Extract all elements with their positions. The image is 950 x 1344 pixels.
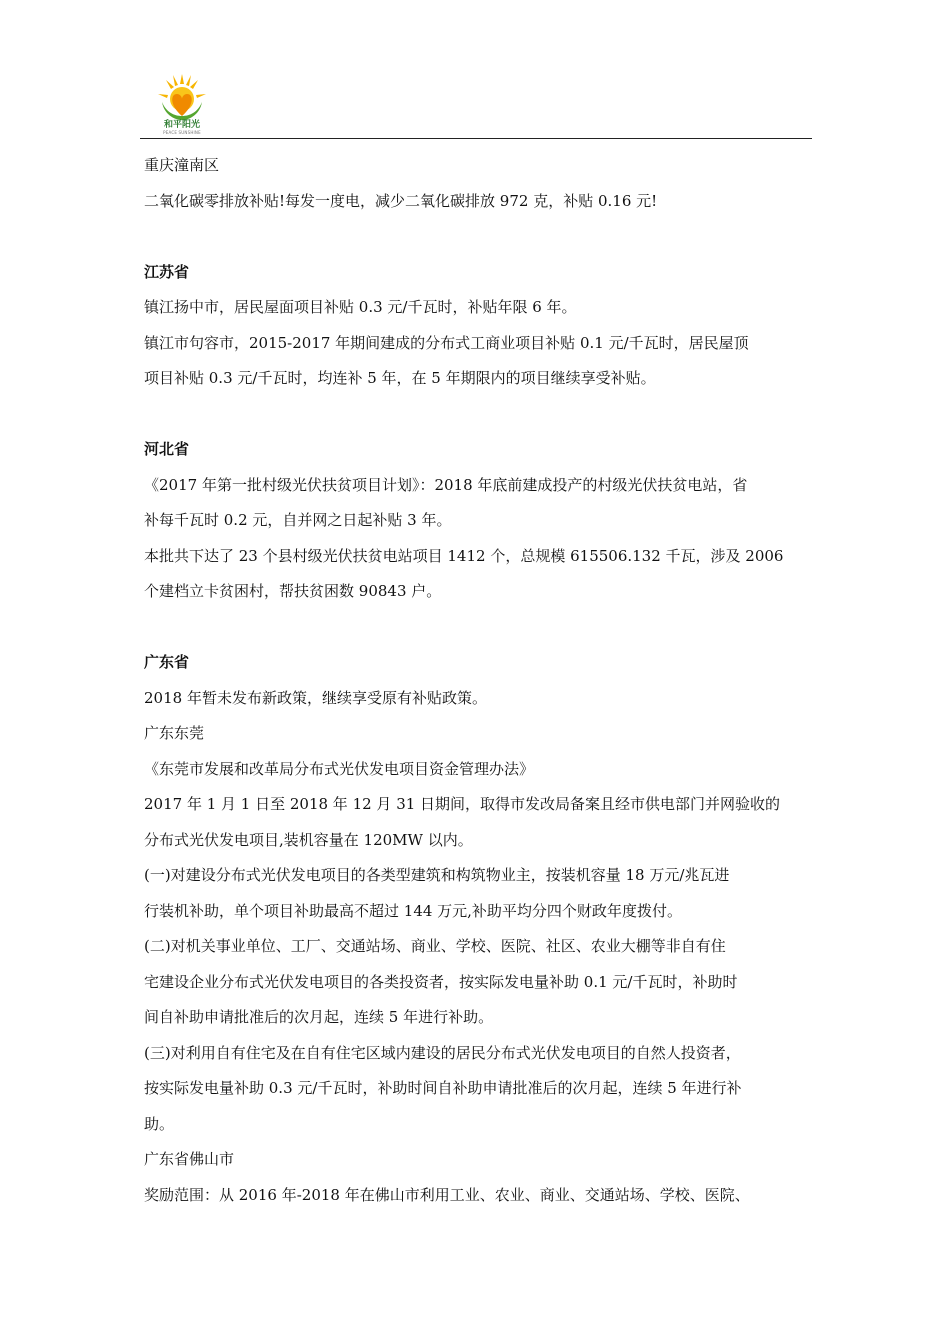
paragraph: (一)对建设分布式光伏发电项目的各类型建筑和构筑物业主，按装机容量 18 万元/兆瓦进 — [144, 866, 730, 884]
paragraph: 助。 — [144, 1114, 175, 1133]
logo-text-en: PEACE SUNSHINE — [163, 130, 201, 135]
paragraph: 宅建设企业分布式光伏发电项目的各类投资者，按实际发电量补助 0.1 元/千瓦时，补助时 — [144, 972, 738, 991]
logo-text-cn: 和平阳光 — [163, 120, 200, 130]
page-header — [140, 66, 812, 138]
paragraph: 按实际发电量补助 0.3 元/千瓦时，补助时间自补助申请批准后的次月起，连续 5 年进行补 — [144, 1079, 742, 1097]
paragraph: (二)对机关事业单位、工厂、交通站场、商业、学校、医院、社区、农业大棚等非自有住 — [144, 937, 726, 955]
paragraph: 间自补助申请批准后的次月起，连续 5 年进行补助。 — [144, 1008, 494, 1026]
paragraph: 镇江扬中市，居民屋面项目补贴 0.3 元/千瓦时，补贴年限 6 年。 — [144, 298, 577, 316]
document-body — [144, 148, 812, 1213]
paragraph: 分布式光伏发电项目,装机容量在 120MW 以内。 — [144, 830, 473, 849]
paragraph: 本批共下达了 23 个县村级光伏扶贫电站项目 1412 个，总规模 615506.132 千瓦，涉及 2006 — [144, 546, 784, 565]
section-heading-hebei: 河北省 — [144, 440, 190, 458]
paragraph: 项目补贴 0.3 元/千瓦时，均连补 5 年，在 5 年期限内的项目继续享受补贴。 — [144, 369, 656, 387]
paragraph: 2017 年 1 月 1 日至 2018 年 12 月 31 日期间，取得市发改局备案且经市供电部门并网验收的 — [144, 795, 781, 813]
paragraph: 重庆潼南区 — [144, 156, 220, 174]
paragraph: 个建档立卡贫困村，帮扶贫困数 90843 户。 — [144, 582, 442, 600]
paragraph: (三)对利用自有住宅及在自有住宅区域内建设的居民分布式光伏发电项目的自然人投资者， — [144, 1043, 741, 1062]
paragraph: 《东莞市发展和改革局分布式光伏发电项目资金管理办法》 — [144, 759, 535, 778]
blank-line — [144, 219, 812, 255]
section-heading-guangdong: 广东省 — [144, 653, 190, 671]
paragraph: 二氧化碳零排放补贴!每发一度电，减少二氧化碳排放 972 克，补贴 0.16 元! — [144, 191, 658, 210]
blank-line — [144, 610, 812, 646]
company-logo — [156, 72, 208, 136]
paragraph: 广东东莞 — [144, 724, 205, 742]
header-divider — [140, 138, 812, 139]
paragraph: 《2017 年第一批村级光伏扶贫项目计划》：2018 年底前建成投产的村级光伏扶贫电站，省 — [144, 475, 748, 494]
paragraph: 行装机补助，单个项目补助最高不超过 144 万元,补助平均分四个财政年度拨付。 — [144, 901, 682, 920]
paragraph: 2018 年暂未发布新政策，继续享受原有补贴政策。 — [144, 688, 487, 707]
paragraph: 广东省佛山市 — [144, 1150, 235, 1168]
paragraph: 补每千瓦时 0.2 元，自并网之日起补贴 3 年。 — [144, 511, 452, 529]
paragraph: 奖励范围：从 2016 年-2018 年在佛山市利用工业、农业、商业、交通站场、学校、医院、 — [144, 1185, 750, 1204]
section-heading-jiangsu: 江苏省 — [144, 262, 190, 281]
blank-line — [144, 397, 812, 433]
paragraph: 镇江市句容市，2015-2017 年期间建成的分布式工商业项目补贴 0.1 元/千瓦时，居民屋顶 — [144, 333, 749, 352]
